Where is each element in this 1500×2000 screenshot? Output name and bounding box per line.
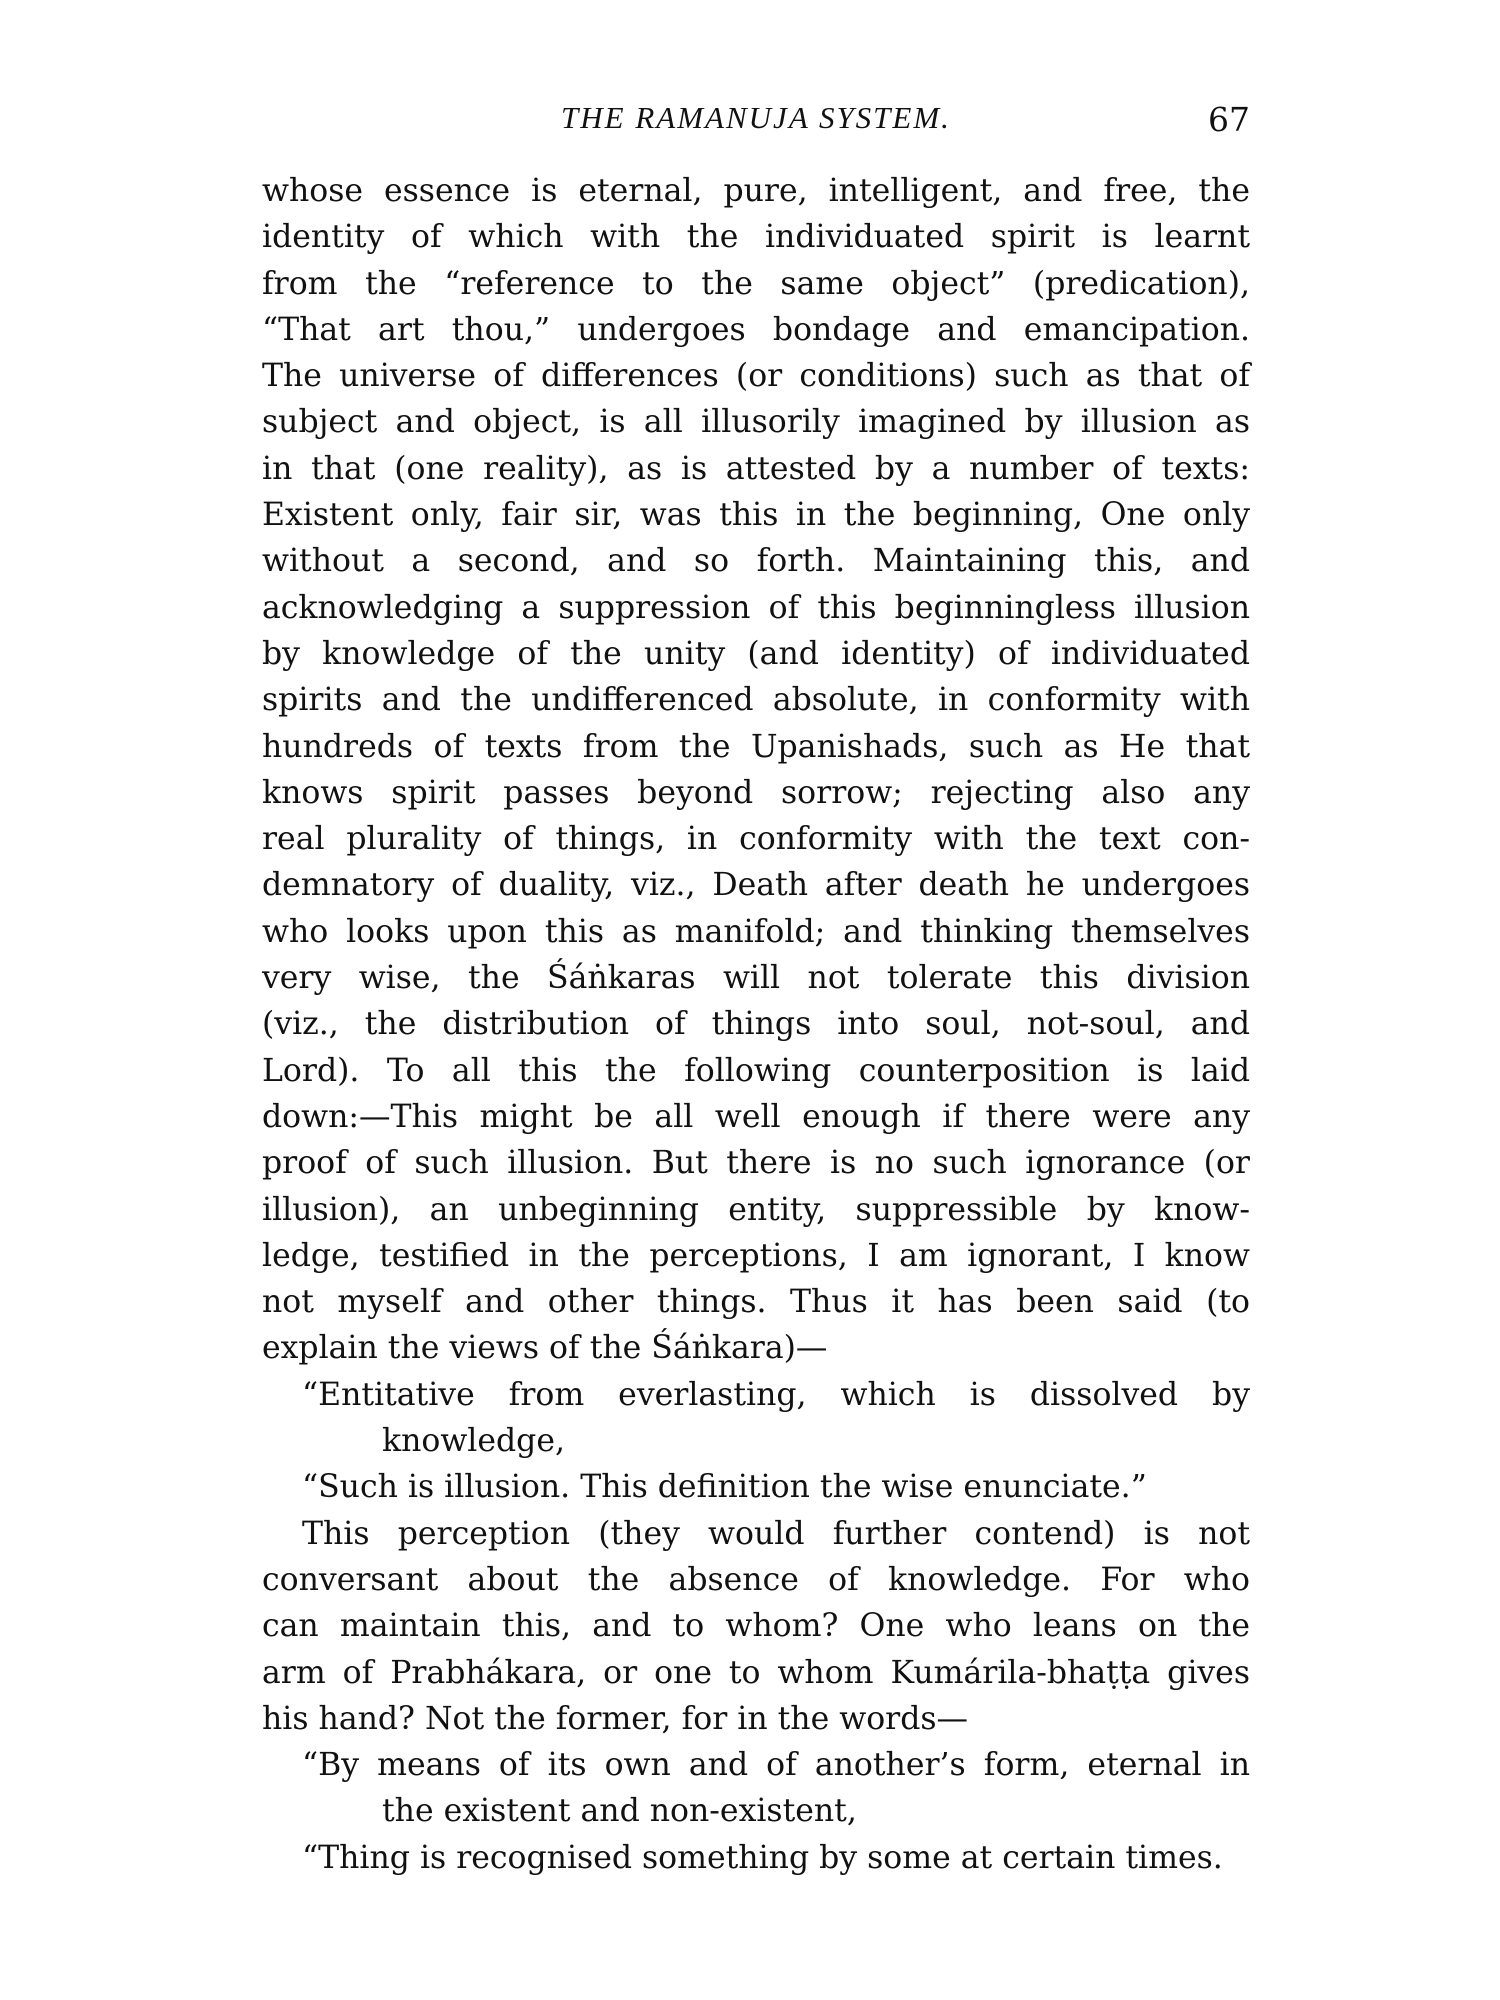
text-line: identity of which with the individuated spirit is learnt [262,219,1250,256]
text-line: without a second, and so forth. Maintaining this, and [262,543,1250,580]
text-line: spirits and the undifferenced absolute, in conformity with [262,682,1250,719]
text-line: illusion), an unbeginning entity, suppressible by know- [262,1191,1250,1228]
text-line: arm of Prabhákara, or one to whom Kumárila-bhaṭṭa gives [262,1654,1250,1691]
text-line: real plurality of things, in conformity with the text con- [262,821,1250,858]
text-line: in that (one reality), as is attested by a number of texts: [262,450,1250,487]
verse-line: “By means of its own and of another’s form, eternal in [302,1747,1250,1784]
text-line: very wise, the Śáṅkaras will not tolerate this division [262,960,1250,997]
text-line: by knowledge of the unity (and identity) of individuated [262,635,1250,672]
text-line: This perception (they would further contend) is not [302,1515,1250,1552]
body-text [262,168,1250,1888]
text-line: down:—This might be all well enough if there were any [262,1098,1250,1135]
running-title: THE RAMANUJA SYSTEM. [561,100,951,135]
text-line: from the “reference to the same object” (predication), [262,265,1250,302]
running-header [262,96,1250,140]
text-line: proof of such illusion. But there is no such ignorance (or [262,1145,1250,1182]
text-line: his hand? Not the former, for in the words— [262,1700,969,1737]
text-line: not myself and other things. Thus it has been said (to [262,1284,1250,1321]
text-line: whose essence is eternal, pure, intelligent, and free, the [262,173,1250,209]
text-line: Existent only, fair sir, was this in the beginning, One only [262,497,1250,534]
page-number: 67 [1208,100,1250,139]
text-line: explain the views of the Śáṅkara)— [262,1330,828,1367]
text-line: “That art thou,” undergoes bondage and emancipation. [262,311,1250,348]
text-line: who looks upon this as manifold; and thinking themselves [262,913,1250,950]
verse-line: “Thing is recognised something by some at certain times. [302,1839,1223,1876]
text-line: conversant about the absence of knowledge. For who [262,1561,1250,1598]
text-line: (viz., the distribution of things into soul, not-soul, and [262,1006,1250,1043]
text-line: demnatory of duality, viz., Death after death he undergoes [262,867,1250,904]
text-line: The universe of differences (or conditions) such as that of [262,358,1250,395]
text-line: ledge, testified in the perceptions, I am ignorant, I know [262,1237,1250,1274]
verse-line: the existent and non-existent, [382,1793,857,1830]
verse-line: “Entitative from everlasting, which is dissolved by [302,1376,1250,1413]
text-line: subject and object, is all illusorily imagined by illusion as [262,404,1250,441]
verse-line: “Such is illusion. This definition the wise enunciate.” [302,1469,1147,1506]
text-line: acknowledging a suppression of this beginningless illusion [262,589,1250,626]
verse-line: knowledge, [382,1423,566,1460]
text-line: Lord). To all this the following counterposition is laid [262,1052,1250,1089]
text-line: knows spirit passes beyond sorrow; rejecting also any [262,774,1250,811]
text-line: can maintain this, and to whom? One who leans on the [262,1608,1250,1645]
text-line: hundreds of texts from the Upanishads, such as He that [262,728,1250,765]
